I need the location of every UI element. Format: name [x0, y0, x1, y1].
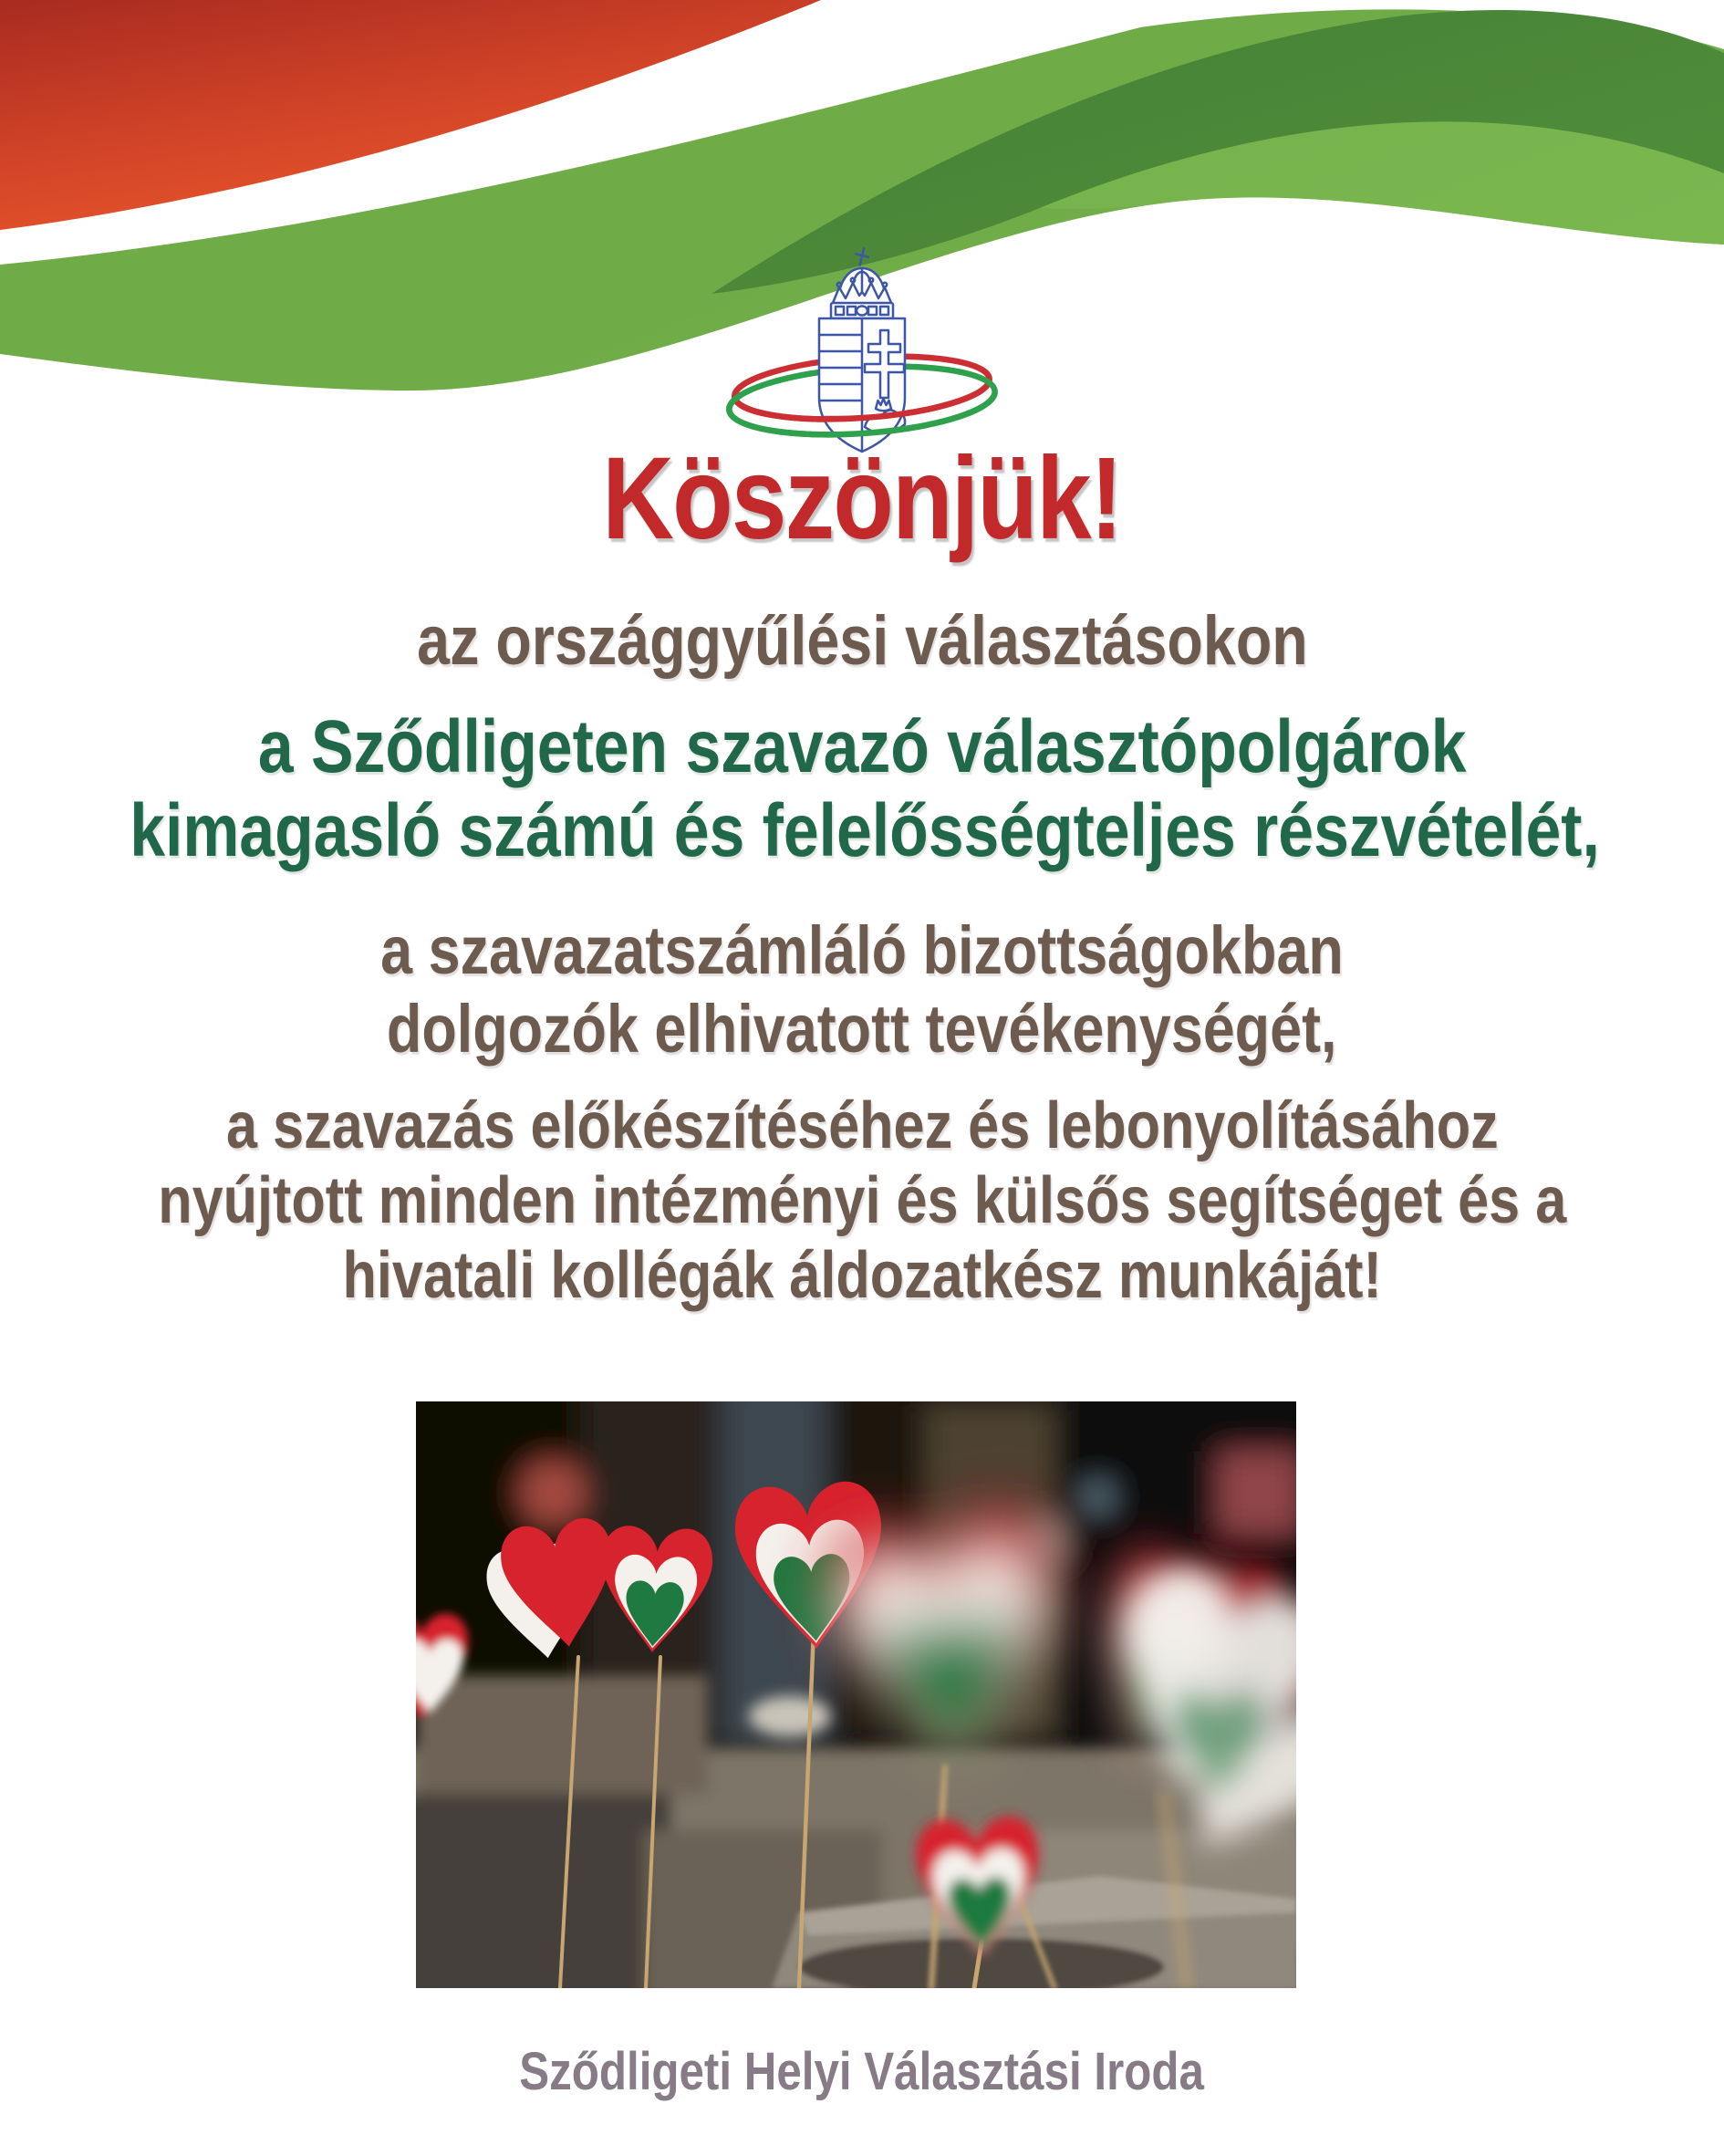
paragraph-committees-line1: a szavazatszámláló bizottságokban [380, 912, 1344, 988]
footer-text: Sződligeti Helyi Választási Iroda [519, 2042, 1205, 2101]
subtitle-text: az országgyűlési választásokon [416, 602, 1308, 680]
paragraph-voters-line2: kimagasló számú és felelősségteljes részvételét, [130, 789, 1600, 872]
paragraph-committees [0, 911, 1724, 1068]
paragraph-voters-line1: a Sződligeten szavazó választópolgárok [257, 705, 1467, 788]
hearts-photo [416, 1401, 1296, 1988]
page-title-text: Köszönjük! [602, 433, 1122, 564]
footer-office-name [0, 2044, 1724, 2100]
paragraph-voters [0, 705, 1724, 873]
paragraph-support-line2: nyújtott minden intézményi és külsős segítséget és a [157, 1164, 1567, 1237]
paragraph-support [0, 1088, 1724, 1313]
page-title [0, 433, 1724, 564]
subtitle [0, 602, 1724, 680]
election-office-logo [725, 245, 999, 463]
paragraph-committees-line2: dolgozók elhivatott tevékenységét, [387, 991, 1337, 1067]
holy-crown-icon [831, 245, 893, 318]
paragraph-support-line1: a szavazás előkészítéséhez és lebonyolításához [225, 1089, 1499, 1162]
paragraph-support-line3: hivatali kollégák áldozatkész munkáját! [342, 1239, 1382, 1312]
